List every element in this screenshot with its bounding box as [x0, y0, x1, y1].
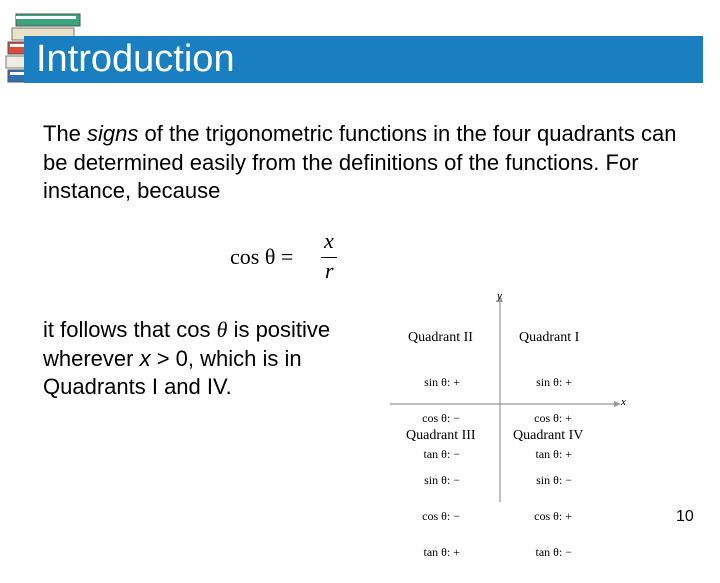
- x-axis-label: x: [621, 396, 626, 408]
- intro-paragraph: [43, 120, 683, 206]
- quadrant-iii-signs: [398, 447, 460, 582]
- quadrant-i-sin: sin θ: +: [536, 375, 572, 389]
- quadrant-ii-sin: sin θ: +: [424, 375, 460, 389]
- quadrant-ii-tan: tan θ: −: [423, 447, 460, 461]
- y-axis-label: y: [497, 290, 502, 302]
- formula-denominator: r: [325, 258, 334, 283]
- quadrant-iv-signs: [510, 447, 572, 582]
- p1-text-b: of the trigonometric functions in the four quadrants can be determined easily from the definitions of the functions. For instance, because: [43, 121, 677, 203]
- slide-title: Introduction: [36, 38, 235, 80]
- quadrant-iv-cos: cos θ: +: [534, 509, 572, 523]
- formula-numerator: x: [324, 228, 334, 253]
- quadrant-iv-tan: tan θ: −: [535, 545, 572, 559]
- quadrant-iii-sin: sin θ: −: [424, 473, 460, 487]
- quadrant-i-cos: cos θ: +: [534, 411, 572, 425]
- p2-theta: θ: [216, 317, 228, 342]
- quadrant-iv-sin: sin θ: −: [536, 473, 572, 487]
- p1-text-a: The: [43, 121, 88, 146]
- p2-text-c: > 0, which is in Quadrants I and IV.: [43, 345, 302, 399]
- quadrant-i-label: Quadrant I: [519, 330, 580, 345]
- p2-text-a: it follows that cos: [43, 317, 217, 342]
- quadrant-iii-label: Quadrant III: [406, 428, 476, 443]
- quadrant-ii-label: Quadrant II: [408, 330, 473, 345]
- formula-lhs: cos θ =: [230, 244, 294, 269]
- p2-x: x: [139, 345, 151, 371]
- conclusion-paragraph: [43, 316, 373, 402]
- quadrant-diagram: [388, 290, 648, 559]
- p1-emphasis: signs: [87, 121, 139, 146]
- quadrant-iii-tan: tan θ: +: [423, 545, 460, 559]
- p2-text-b: is positive wherever: [43, 317, 331, 371]
- quadrant-iv-label: Quadrant IV: [513, 428, 584, 443]
- page-number: 10: [676, 508, 694, 525]
- cosine-formula: [230, 228, 350, 288]
- quadrant-i-tan: tan θ: +: [535, 447, 572, 461]
- quadrant-ii-cos: cos θ: −: [422, 411, 460, 425]
- quadrant-iii-cos: cos θ: −: [422, 509, 460, 523]
